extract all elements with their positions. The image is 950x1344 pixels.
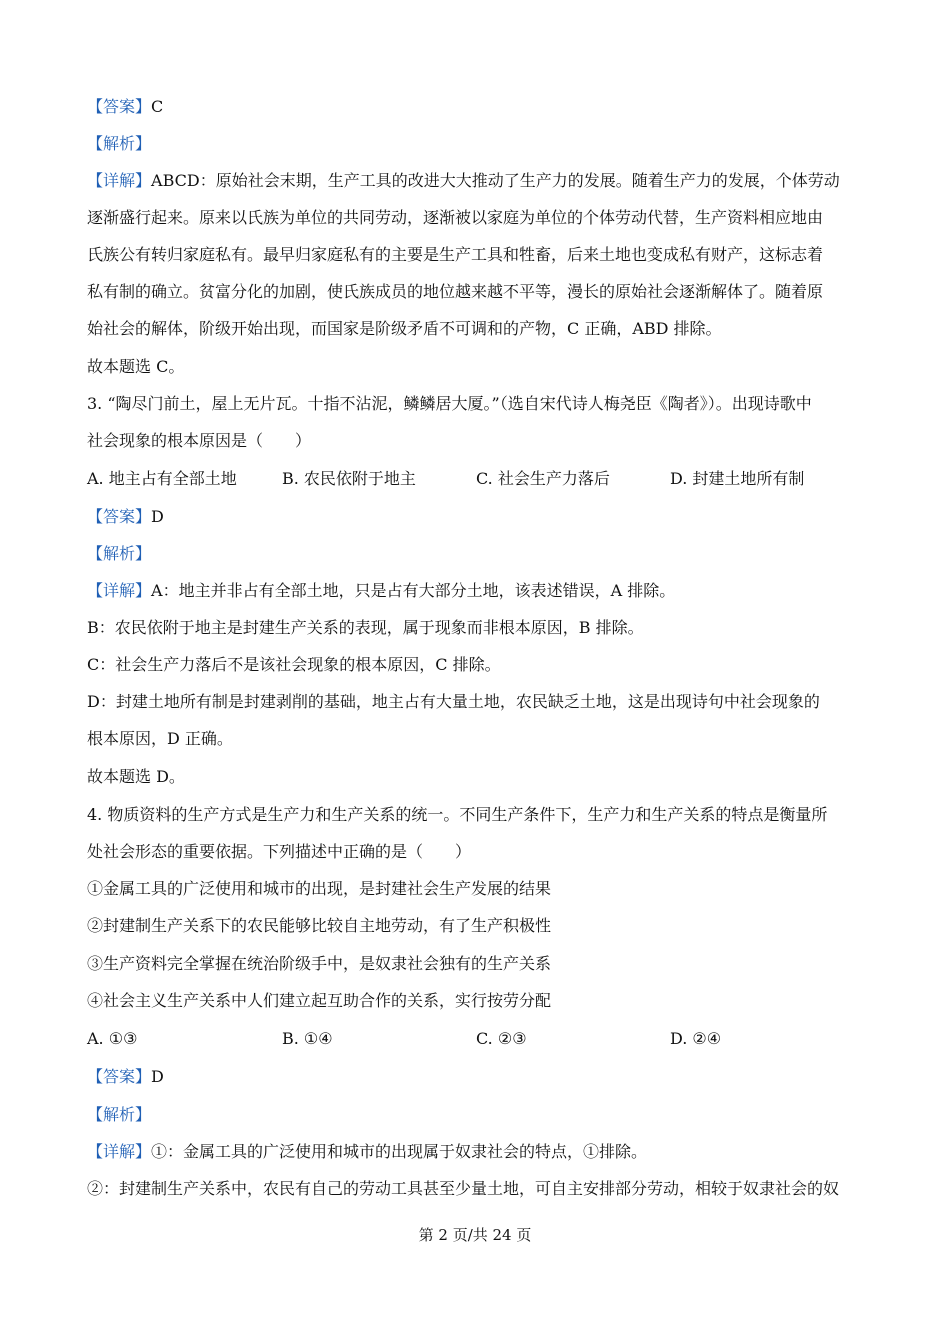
- q3-detail-line-1: [87, 580, 675, 602]
- q4-stem-line-1: 4. 物质资料的生产方式是生产力和生产关系的统一。不同生产条件下，生产力和生产关系的特点是衡量所: [87, 805, 828, 824]
- q3-conclusion: 故本题选 D。: [87, 767, 185, 786]
- q4-detail-line-1: [87, 1141, 647, 1163]
- q3-detail-line-3: C：社会生产力落后不是该社会现象的根本原因，C 排除。: [87, 655, 501, 674]
- q3-option-d: D. 封建土地所有制: [670, 469, 805, 488]
- q3-detail-text: A：地主并非占有全部土地，只是占有大部分土地，该表述错误，A 排除。: [151, 581, 676, 600]
- q3-stem-line-2: 社会现象的根本原因是（ ）: [87, 431, 312, 450]
- q4-option-b: B. ①④: [282, 1029, 333, 1048]
- answer-tag: 【答案】: [87, 1067, 152, 1086]
- q4-detail-text: ①：金属工具的广泛使用和城市的出现属于奴隶社会的特点，①排除。: [151, 1142, 648, 1161]
- q3-detail-line-2: B：农民依附于地主是封建生产关系的表现，属于现象而非根本原因，B 排除。: [87, 618, 644, 637]
- q4-stem-line-2: 处社会形态的重要依据。下列描述中正确的是（ ）: [87, 842, 472, 861]
- answer-tag: 【答案】: [87, 507, 152, 526]
- q4-analysis-tag: 【解析】: [87, 1105, 152, 1124]
- q4-option-c: C. ②③: [476, 1029, 527, 1048]
- q4-option-a: A. ①③: [87, 1029, 138, 1048]
- q2-detail-line-3: 氏族公有转归家庭私有。最早归家庭私有的主要是生产工具和牲畜，后来土地也变成私有财产，这标志着: [87, 245, 824, 264]
- detail-tag: 【详解】: [87, 171, 152, 190]
- q2-detail-text: ABCD：原始社会末期，生产工具的改进大大推动了生产力的发展。随着生产力的发展，个体劳动: [151, 171, 840, 190]
- q2-answer: C: [151, 97, 164, 116]
- q2-detail-line-4: 私有制的确立。贫富分化的加剧，使氏族成员的地位越来越不平等，漫长的原始社会逐渐解体了。随着原: [87, 282, 824, 301]
- q4-statement-3: ③生产资料完全掌握在统治阶级手中，是奴隶社会独有的生产关系: [87, 954, 552, 973]
- q3-option-a: A. 地主占有全部土地: [87, 469, 237, 488]
- q2-conclusion: 故本题选 C。: [87, 357, 185, 376]
- q2-detail-line-5: 始社会的解体，阶级开始出现，而国家是阶级矛盾不可调和的产物，C 正确，ABD 排除。: [87, 319, 722, 338]
- q4-statement-2: ②封建制生产关系下的农民能够比较自主地劳动，有了生产积极性: [87, 916, 552, 935]
- q2-answer-line: [87, 96, 163, 118]
- q4-answer: D: [151, 1067, 164, 1086]
- q3-detail-line-4: D：封建土地所有制是封建剥削的基础，地主占有大量土地，农民缺乏土地，这是出现诗句中社会现象的: [87, 692, 820, 711]
- q3-answer: D: [151, 507, 164, 526]
- q4-statement-1: ①金属工具的广泛使用和城市的出现，是封建社会生产发展的结果: [87, 879, 552, 898]
- q3-stem-line-1: 3. “陶尽门前土，屋上无片瓦。十指不沾泥，鳞鳞居大厦。”（选自宋代诗人梅尧臣《陶者》）。出现诗歌中: [87, 394, 812, 413]
- q3-analysis-tag: 【解析】: [87, 544, 152, 563]
- q3-answer-line: [87, 506, 164, 528]
- q2-detail-line-2: 逐渐盛行起来。原来以氏族为单位的共同劳动，逐渐被以家庭为单位的个体劳动代替，生产资料相应地由: [87, 208, 824, 227]
- q4-answer-line: [87, 1066, 164, 1088]
- q3-option-c: C. 社会生产力落后: [476, 469, 610, 488]
- answer-tag: 【答案】: [87, 97, 152, 116]
- q4-statement-4: ④社会主义生产关系中人们建立起互助合作的关系，实行按劳分配: [87, 991, 552, 1010]
- q3-detail-line-5: 根本原因，D 正确。: [87, 729, 233, 748]
- detail-tag: 【详解】: [87, 1142, 152, 1161]
- detail-tag: 【详解】: [87, 581, 152, 600]
- q2-analysis-tag: 【解析】: [87, 134, 152, 153]
- q4-detail-line-2: ②：封建制生产关系中，农民有自己的劳动工具甚至少量土地，可自主安排部分劳动，相较于奴隶社会的奴: [87, 1179, 840, 1198]
- q2-detail-line-1: [87, 170, 840, 192]
- q4-option-d: D. ②④: [670, 1029, 722, 1048]
- page-footer: 第 2 页/共 24 页: [418, 1226, 532, 1244]
- q3-option-b: B. 农民依附于地主: [282, 469, 416, 488]
